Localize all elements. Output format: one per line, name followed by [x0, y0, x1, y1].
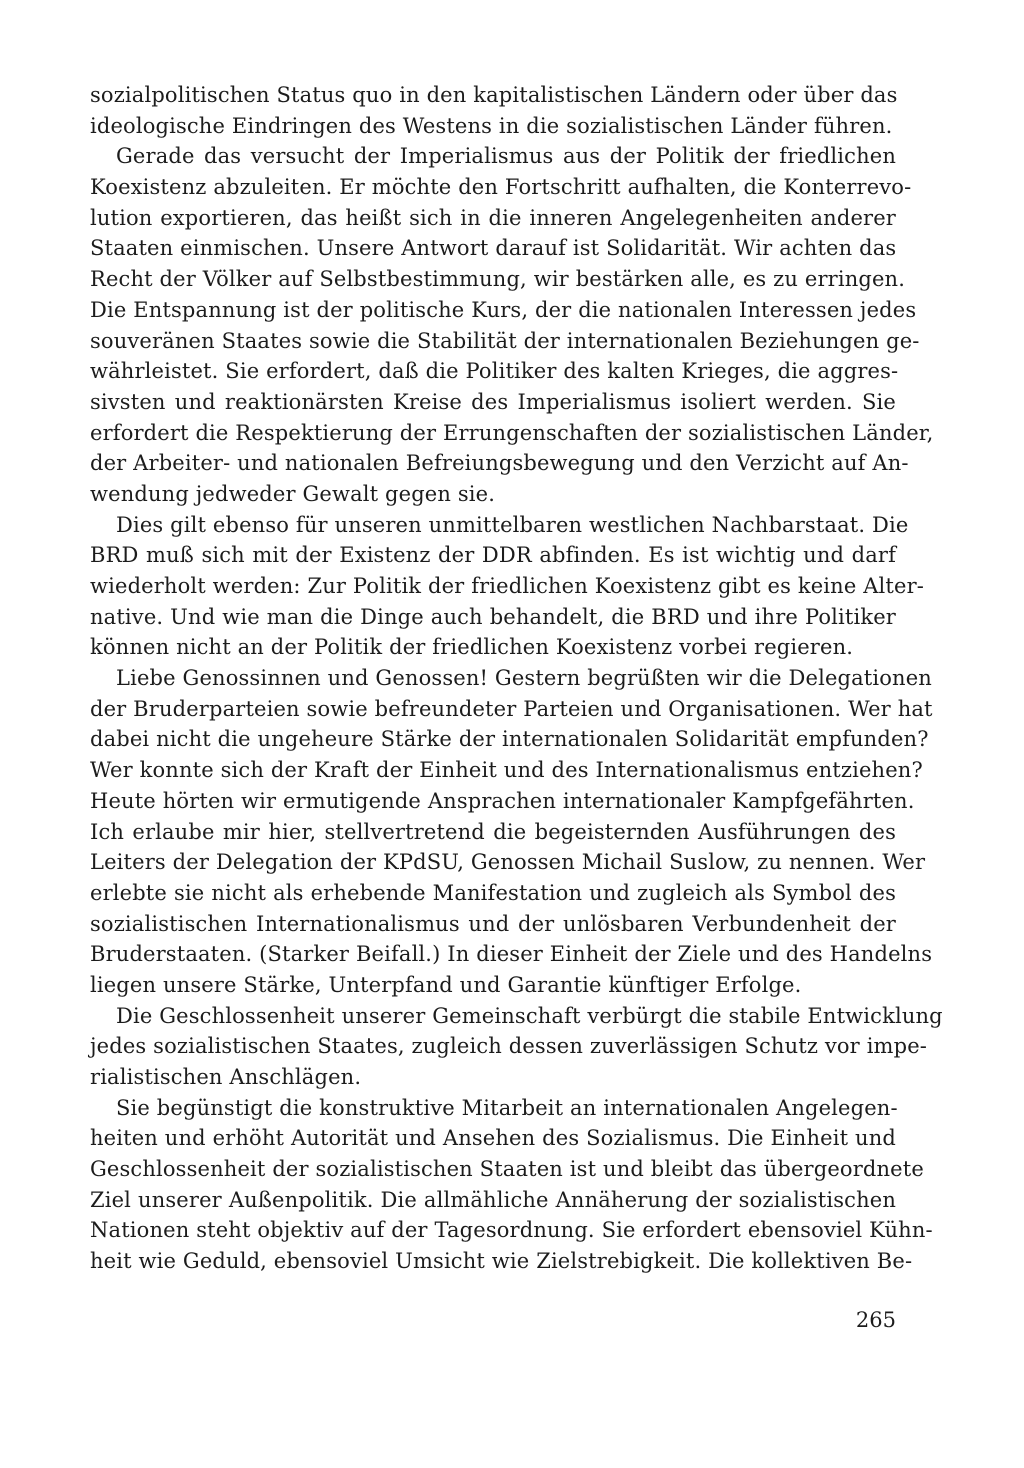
- text-line: jedes sozialistischen Staates, zugleich dessen zuverlässigen Schutz vor impe-: [90, 1034, 928, 1059]
- paragraph: [90, 1093, 933, 1277]
- text-line: Gerade das versucht der Imperialismus aus der Politik der friedlichen: [116, 144, 896, 169]
- text-line: sozialistischen Internationalismus und der unlösbaren Verbundenheit der: [90, 911, 896, 936]
- paragraph: [90, 510, 925, 663]
- text-line: erlebte sie nicht als erhebende Manifestation und zugleich als Symbol des: [90, 880, 896, 905]
- text-line: Heute hörten wir ermutigende Ansprachen internationaler Kampfgefährten.: [90, 788, 915, 813]
- text-line: Dies gilt ebenso für unseren unmittelbaren westlichen Nachbarstaat. Die: [116, 512, 909, 537]
- page-number: 265: [855, 1308, 896, 1332]
- text-line: heiten und erhöht Autorität und Ansehen des Sozialismus. Die Einheit und: [90, 1126, 896, 1151]
- text-line: Ich erlaube mir hier, stellvertretend die begeisternden Ausführungen des: [90, 819, 896, 844]
- paragraph: [90, 1001, 943, 1093]
- text-line: Bruderstaaten. (Starker Beifall.) In dieser Einheit der Ziele und des Handelns: [90, 942, 933, 967]
- text-line: können nicht an der Politik der friedlichen Koexistenz vorbei regieren.: [90, 635, 854, 660]
- text-line: sivsten und reaktionärsten Kreise des Imperialismus isoliert werden. Sie: [90, 389, 896, 414]
- text-line: heit wie Geduld, ebensoviel Umsicht wie Zielstrebigkeit. Die kollektiven Be-: [90, 1249, 913, 1274]
- paragraph: [90, 141, 934, 509]
- text-line: native. Und wie man die Dinge auch behandelt, die BRD und ihre Politiker: [90, 604, 896, 629]
- text-line: der Bruderparteien sowie befreundeter Parteien und Organisationen. Wer hat: [90, 696, 933, 721]
- text-line: Recht der Völker auf Selbstbestimmung, wir bestärken alle, es zu erringen.: [90, 267, 906, 292]
- text-line: souveränen Staates sowie die Stabilität der internationalen Beziehungen ge-: [90, 328, 920, 353]
- text-line: Sie begünstigt die konstruktive Mitarbeit an internationalen Angelegen-: [116, 1095, 898, 1120]
- text-line: währleistet. Sie erfordert, daß die Politiker des kalten Krieges, die aggres-: [90, 359, 899, 384]
- text-line: Koexistenz abzuleiten. Er möchte den Fortschritt aufhalten, die Konterrevo-: [90, 175, 912, 200]
- text-line: Geschlossenheit der sozialistischen Staaten ist und bleibt das übergeordnete: [90, 1157, 924, 1182]
- text-line: Wer konnte sich der Kraft der Einheit und des Internationalismus entziehen?: [90, 758, 923, 783]
- text-line: Ziel unserer Außenpolitik. Die allmähliche Annäherung der sozialistischen: [90, 1187, 896, 1212]
- text-line: der Arbeiter- und nationalen Befreiungsbewegung und den Verzicht auf An-: [90, 451, 909, 476]
- text-line: BRD muß sich mit der Existenz der DDR abfinden. Es ist wichtig und darf: [90, 543, 896, 568]
- text-line: Die Geschlossenheit unserer Gemeinschaft verbürgt die stabile Entwicklung: [116, 1003, 943, 1028]
- text-line: lution exportieren, das heißt sich in die inneren Angelegenheiten anderer: [90, 205, 896, 230]
- text-line: dabei nicht die ungeheure Stärke der internationalen Solidarität empfunden?: [90, 727, 929, 752]
- paragraph: [90, 663, 933, 1001]
- paragraph: [90, 80, 896, 141]
- text-line: Die Entspannung ist der politische Kurs, der die nationalen Interessen jedes: [90, 297, 917, 322]
- text-line: Nationen steht objektiv auf der Tagesordnung. Sie erfordert ebensoviel Kühn-: [90, 1218, 933, 1243]
- text-line: wiederholt werden: Zur Politik der friedlichen Koexistenz gibt es keine Alter-: [90, 574, 925, 598]
- text-line: rialistischen Anschlägen.: [90, 1065, 362, 1089]
- page-body: [90, 80, 943, 1277]
- body-text: [90, 80, 943, 1277]
- text-line: Leiters der Delegation der KPdSU, Genossen Michail Suslow, zu nennen. Wer: [90, 850, 926, 875]
- text-line: erfordert die Respektierung der Errungenschaften der sozialistischen Länder,: [90, 420, 934, 445]
- text-line: ideologische Eindringen des Westens in die sozialistischen Länder führen.: [90, 113, 893, 138]
- text-line: Liebe Genossinnen und Genossen! Gestern begrüßten wir die Delegationen: [116, 666, 932, 691]
- text-line: wendung jedweder Gewalt gegen sie.: [90, 481, 496, 506]
- text-line: sozialpolitischen Status quo in den kapitalistischen Ländern oder über das: [90, 83, 898, 107]
- text-line: liegen unsere Stärke, Unterpfand und Garantie künftiger Erfolge.: [90, 972, 802, 997]
- text-line: Staaten einmischen. Unsere Antwort darauf ist Solidarität. Wir achten das: [90, 236, 897, 261]
